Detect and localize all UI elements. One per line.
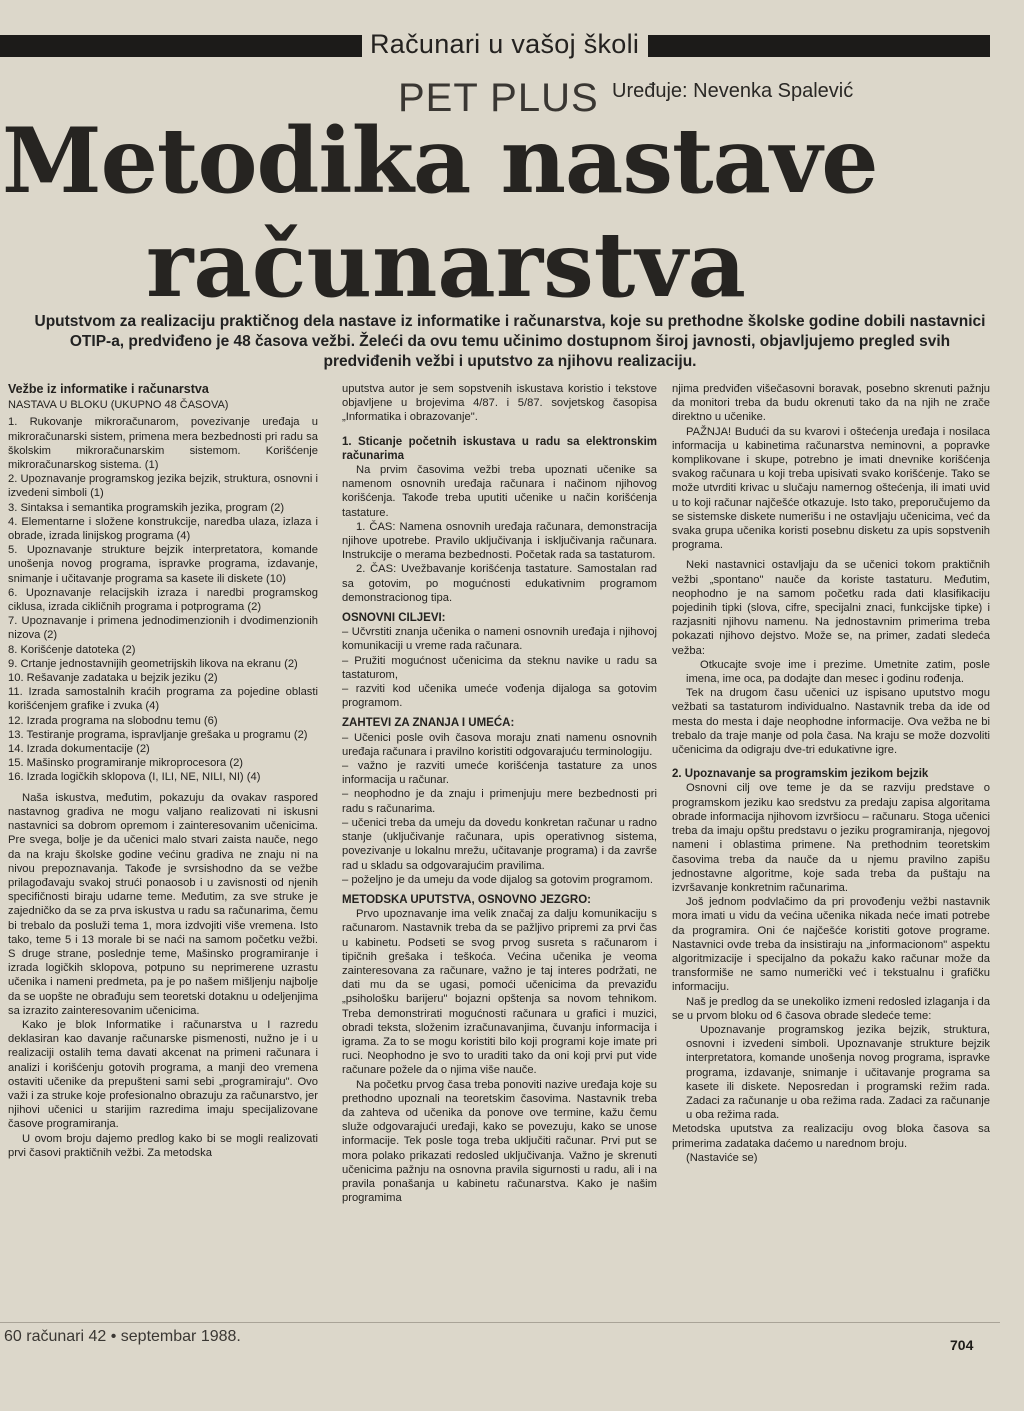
decorative-bar-left — [0, 35, 362, 57]
list-item: – Učvrstiti znanja učenika o nameni osnovnih uređaja i njihovoj komunikaciji u vreme rada računara. — [342, 626, 657, 653]
body-paragraph: 2. ČAS: Uvežbavanje korišćenja tastature. Samostalan rad sa gotovim, po mogućnosti edukativnim programom demonstracionog tipa. — [342, 563, 657, 604]
list-item: – razviti kod učenika umeće vođenja dijaloga sa gotovim programom. — [342, 683, 657, 710]
section-heading: 2. Upoznavanje sa programskim jezikom bejzik — [672, 768, 929, 781]
list-item: 15. Mašinsko programiranje mikroprocesora (2) — [8, 757, 244, 770]
list-item: – poželjno je da umeju da vode dijalog sa gotovim programom. — [342, 873, 653, 886]
column-1 — [8, 382, 318, 1160]
exercise-list — [8, 415, 318, 784]
body-paragraph: Neki nastavnici ostavljaju da se učenici tokom praktičnih vežbi „spontano" nauče da koriste tastaturu. Međutim, neophodno je na samom početku rada dati klasifikaciju pojedinih tipki (slova, cifre, specijalni znaci, funkcijske tipke) i razjasniti njihovu namenu. Na jednostavnim primerima treba pokazati njihovo dejstvo. Može se, na primer, zadati sledeća vežba: — [672, 559, 990, 657]
list-item: 7. Upoznavanje i primena jednodimenzionih i dvodimenzionih nizova (2) — [8, 615, 318, 642]
body-paragraph: Još jednom podvlačimo da pri provođenju vežbi nastavnik mora imati u vidu da većina učenika nikada neće imati potrebe da programira. Oni će najčešće koristiti gotove programe. Nastavnici ovde treba da insistiraju na „informacionom" aspektu algoritmizacije i specijalno da pokažu kako računar može da transformiše ne samo numerički već i tekstualnu i grafičku informaciju. — [672, 896, 990, 994]
list-item: 6. Upoznavanje relacijskih izraza i naredbi programskog ciklusa, izrada cikličnih programa i potprograma (2) — [8, 586, 318, 614]
body-paragraph: Naš je predlog da se unekoliko izmeni redosled izlaganja i da se u prvom bloku od 6 časova obrade sledeće teme: — [672, 995, 990, 1022]
article-title-line-2: računarstva — [146, 212, 746, 318]
section-heading: 1. Sticanje početnih iskustava u radu sa elektronskim računarima — [342, 435, 657, 462]
col1-heading: Vežbe iz informatike i računarstva — [8, 382, 209, 396]
article-title-line-1: Metodika nastave — [2, 108, 878, 214]
body-paragraph: Kako je blok Informatike i računarstva u I razredu deklasiran kao davanje računarske pismenosti, nužno je i u realizaciji ostalih tema davati akcenat na primeni računara i analizi i korišćenju gotovih programa, a manji deo vremena ostaviti učenike da prepušteni sami sebi „programiraju". Ovo važi i za struke koje profesionalno obrazuju za računarstvo, jer njihovi učenici u starijim razredima imaju specijalizovane časove programiranja. — [8, 1018, 318, 1131]
body-paragraph: Osnovni cilj ove teme je da se razviju predstave o programskom jeziku kao sredstvu za predaju zapisa algoritama obrade informacija njihovom izvršiocu – računaru. Stoga učenici treba da imaju opštu predstavu o jeziku programiranja, njegovoj nameni i oblastima primene. Na prethodnim teoretskim časovima treba da nauče da u njemu pravilno zapišu jednostavne algoritme, koje sada treba da puštaju na izvršavanje konkretnim računarima. — [672, 782, 990, 894]
section-band — [0, 28, 1024, 64]
list-item: 5. Upoznavanje strukture bejzik interpretatora, komande unošenja novog programa, ispravke programa, izdavanje, snimanje i učitavanje programa sa kasete ili diskete (10) — [8, 544, 318, 585]
footer-divider — [0, 1322, 1000, 1323]
body-paragraph: uputstva autor je sem sopstvenih iskustava koristio i tekstove objavljene u brojevima 4/87. i 5/87. sovjetskog časopisa „Informatika i obrazovanje". — [342, 383, 657, 424]
editor-credit: Uređuje: Nevenka Spalević — [612, 80, 854, 102]
list-item: 9. Crtanje jednostavnijih geometrijskih likova na ekranu (2) — [8, 657, 298, 670]
section-heading: OSNOVNI CILJEVI: — [342, 612, 446, 625]
list-item: 4. Elementarne i složene konstrukcije, naredba ulaza, izlaza i obrade, izrada linijskog programa (4) — [8, 515, 318, 543]
list-item: – Pružiti mogućnost učenicima da steknu navike u radu sa tastaturom, — [342, 654, 657, 681]
list-item: 3. Sintaksa i semantika programskih jezika, program (2) — [8, 501, 285, 514]
topic-list: Upoznavanje programskog jezika bejzik, struktura, osnovni i izvedeni simboli. Upoznavanje strukture bejzik interpretatora, komande unošenja novog programa, ispravke programa, izdavanje, snimanje i učitavanje programa sa kasete ili diskete. Neposredan i programski režim rada. Zadaci za računanje u oba režima rada. Zadaci za računanje u oba režima rada. — [686, 1023, 990, 1122]
list-item: 10. Rešavanje zadataka u bejzik jeziku (2) — [8, 672, 218, 685]
list-item: 12. Izrada programa na slobodnu temu (6) — [8, 714, 218, 727]
column-3 — [672, 382, 990, 1165]
page-number: 704 — [950, 1337, 974, 1353]
list-item: 8. Korišćenje datoteka (2) — [8, 643, 136, 656]
list-item: – Učenici posle ovih časova moraju znati namenu osnovnih uređaja računara i pravilno koristiti odgovarajuću terminologiju. — [342, 731, 657, 758]
list-item: 14. Izrada dokumentacije (2) — [8, 743, 150, 756]
list-item: – važno je razviti umeće korišćenja tastature za unos informacija u računar. — [342, 760, 657, 787]
body-paragraph: njima predviđen višečasovni boravak, posebno skrenuti pažnju da monitori treba da budu okrenuti tako da na njih ne zrače direktno u učenike. — [672, 383, 990, 424]
column-title: PET PLUS — [398, 76, 599, 120]
continued-note: (Nastaviće se) — [686, 1151, 758, 1164]
section-header: Računari u vašoj školi — [370, 29, 640, 59]
list-item: – neophodno je da znaju i primenjuju mere bezbednosti pri radu s računarima. — [342, 788, 657, 815]
body-paragraph: Naša iskustva, međutim, pokazuju da ovakav raspored nastavnog gradiva ne mogu valjano realizovati ni iskusni nastavnici sa dobrom opremom i zainteresovanim učenicima. Pre svega, bolje je da učenici malo stvari zaista nauče, nego da na kraju školske godine većinu gradiva ne znaju ni na nivou prepoznavanja. Takođe je svrsishodno da se vežbe prilagođavaju svakoj strući ponaosob i u zavisnosti od njenih specifičnosti biraju udarne teme. Međutim, za sve struke je zajedničko da se za prva iskustva u radu sa računarima, čemu bi trebalo da posluži tema 1, mora izdvojiti više vremena. Isto tako, teme 5 i 13 morale bi se naći na samom početku vežbi. S druge strane, poslednje teme, Mašinsko programiranje i izrada logičkih sklopova, potpuno su neprimerene uzrastu učenika i nameni predmeta, pa je po našem mišljenju najbolje da se uopšte ne obrađuju sem teoretski dotaknu u odeljenjima sa izrazito zainteresovanim učenicima. — [8, 791, 318, 1017]
list-item: – učenici treba da umeju da dovedu konkretan računar u radno stanje (uključivanje računara, upis operativnog sistema, povezivanje u lokalnu mrežu, učitavanje programa) i da završe rad u skladu sa odgovarajućim pravilima. — [342, 816, 657, 872]
article-lead: Uputstvom za realizaciju praktičnog dela nastave iz informatike i računarstva, koje su prethodne školske godine dobili nastavnici OTIP-a, predviđeno je 48 časova vežbi. Želeći da ovu temu učinimo dostupnom široj javnosti, objavljujemo pregled svih predviđenih vežbi i uputstvo za njihovu realizaciju. — [34, 313, 986, 370]
col1-subheading: NASTAVA U BLOKU (UKUPNO 48 ČASOVA) — [8, 399, 229, 412]
decorative-bar-right — [648, 35, 990, 57]
section-heading: METODSKA UPUTSTVA, OSNOVNO JEZGRO: — [342, 893, 591, 906]
list-item: 13. Testiranje programa, ispravljanje grešaka u programu (2) — [8, 728, 308, 741]
body-paragraph: Na prvim časovima vežbi treba upoznati učenike sa namenom osnovnih uređaja računara i načinom njihovog korišćenja. Takođe treba uputiti učenike u način korišćenja tastature. — [342, 464, 657, 519]
body-paragraph: PAŽNJA! Budući da su kvarovi i oštećenja uređaja i nosilaca informacija u kabinetima računarstva neminovni, a popravke komplikovane i skupe, potrebno je imati dnevnike korišćenja svakog računara u koji treba upisivati svako korišćenje. Tako se može utvrditi krivac u slučaju namernog oštećenja, ili imati uvid u to koji računar najčešće otkazuje. Isto tako, preporučujemo da se sistemske diskete numerišu i ne ostavljaju učenicima, već da svaka grupa učenika koristi posebnu disketu za upis sopstvenih programa. — [672, 425, 990, 552]
exercise-text: Otkucajte svoje ime i prezime. Umetnite zatim, posle imena, ime oca, pa dodajte dan mesec i godinu rođenja. — [686, 658, 990, 686]
list-item: 11. Izrada samostalnih kraćih programa za pojedine oblasti korišćenjem grafike i zvuka (4) — [8, 686, 318, 713]
body-paragraph: 1. ČAS: Namena osnovnih uređaja računara, demonstracija njihove upotrebe. Pravilo uključivanja i isključivanja računara. Instrukcije o merama bezbednosti. Početak rada sa tastaturom. — [342, 520, 657, 562]
section-heading: ZAHTEVI ZA ZNANJA I UMEĆA: — [342, 717, 515, 730]
body-paragraph: Prvo upoznavanje ima velik značaj za dalju komunikaciju s računarom. Nastavnik treba da se pažljivo pripremi za prvi čas u kabinetu. Podseti se svog prvog susreta s računarom i tipičnih grešaka i teškoća. Većina učenika je veoma zainteresovana za računare, važno je taj interes podržati, ne dati mu da se ugasi, pomoći učenicima da prevaziđu „psihološku barijeru" bojazni opštenja sa novom tehnikom. Treba demonstrirati mogućnosti računara u grafici i muzici, obradi teksta, složenim izračunavanjima, čuvanju informacija i igrama. Za to se mogu koristiti bilo koji programi koje imate pri ruci. Neophodno je svo to uraditi tako da oni koji prvi put vide računare požele da o njima više nauče. — [342, 908, 657, 1077]
list-item: 16. Izrada logičkih sklopova (I, ILI, NE, NILI, NI) (4) — [8, 771, 261, 784]
body-paragraph: U ovom broju dajemo predlog kako bi se mogli realizovati prvi časovi praktičnih vežbi. Za metodska — [8, 1132, 318, 1159]
body-paragraph: Metodska uputstva za realizaciju ovog bloka časova sa primerima zadataka daćemo u narednom broju. — [672, 1123, 990, 1150]
body-paragraph: Tek na drugom času učenici uz ispisano uputstvo mogu vežbati sa tastaturom individualno. Nastavnik treba da ide od mesta do mesta i daje neophodne informacije. Ova vežba ne bi trebalo da traje manje od pola časa. Na kraju se može dozvoliti učenicima da odigraju dve-tri edukativne igre. — [672, 687, 990, 757]
column-2 — [342, 382, 657, 1205]
list-item: 1. Rukovanje mikroračunarom, povezivanje uređaja u mikroračunarski sistem, primena mera bezbednosti pri radu sa školskim mikroračunarskim sistemom. Korišćenje mikroračunarskog sistema. (1) — [8, 416, 318, 472]
page-footer-issue: 60 računari 42 • septembar 1988. — [4, 1328, 241, 1345]
list-item: 2. Upoznavanje programskog jezika bejzik, struktura, osnovni i izvedeni simboli (1) — [8, 473, 318, 500]
body-paragraph: Na početku prvog časa treba ponoviti nazive uređaja koje su prethodno upoznali na teoretskim časovima. Nastavnik treba da zahteva od učenika da ponove ove termine, kažu čemu služe odgovarajući uređaji, kako se povezuju, kako se unose informacije. Tek posle toga treba uključiti računar. Prvi put se mora polako prikazati redosled uključivanja. Važno je skrenuti učenicima pažnju na osnovna pravila sigurnosti u radu, ali i na pravila ponašanja u kabinetu računarstva. Kako je našim programima — [342, 1078, 657, 1205]
